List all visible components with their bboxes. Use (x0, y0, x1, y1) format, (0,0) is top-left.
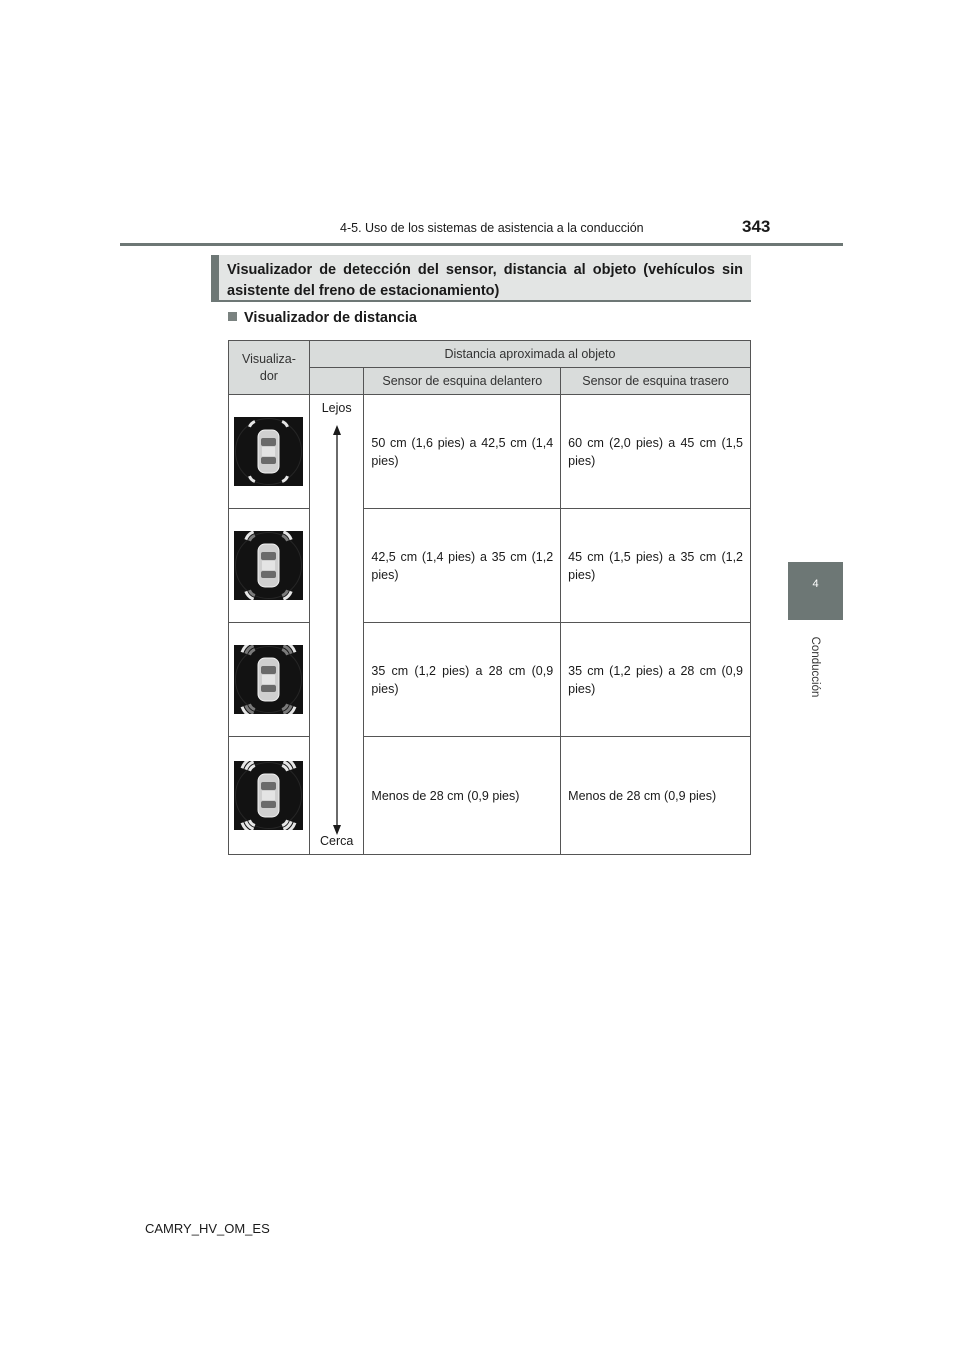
table-row (229, 737, 751, 855)
table-row (229, 509, 751, 623)
col-header-arrow (309, 368, 364, 395)
display-cell (229, 395, 310, 509)
distance-arrow-cell (309, 395, 364, 855)
square-bullet-icon (228, 312, 237, 321)
table-row (229, 395, 751, 509)
col-header-rear: Sensor de esquina trasero (561, 368, 751, 395)
chapter-tab-number: 4 (788, 562, 843, 620)
display-cell (229, 623, 310, 737)
col-header-front: Sensor de esquina delantero (364, 368, 561, 395)
rear-distance-cell: 35 cm (1,2 pies) a 28 cm (0,9 pies) (561, 623, 751, 737)
display-cell (229, 509, 310, 623)
front-distance-cell: 35 cm (1,2 pies) a 28 cm (0,9 pies) (364, 623, 561, 737)
section-title: Visualizador de detección del sensor, distancia al objeto (vehículos sin asistente del freno de estacionamiento) (211, 255, 751, 302)
near-label: Cerca (319, 834, 354, 848)
display-cell (229, 737, 310, 855)
section-header: 4-5. Uso de los sistemas de asistencia a la conducción (340, 221, 644, 235)
sensor-display-level-2-icon (234, 531, 303, 600)
table-row (229, 623, 751, 737)
front-distance-cell: Menos de 28 cm (0,9 pies) (364, 737, 561, 855)
distance-table (228, 340, 751, 855)
page-number: 343 (742, 217, 771, 236)
header-rule (120, 243, 843, 246)
rear-distance-cell: Menos de 28 cm (0,9 pies) (561, 737, 751, 855)
footer-code: CAMRY_HV_OM_ES (145, 1221, 270, 1236)
chapter-tab-label: Conducción (809, 636, 821, 698)
rear-distance-cell: 60 cm (2,0 pies) a 45 cm (1,5 pies) (561, 395, 751, 509)
subheading (228, 310, 417, 326)
far-label: Lejos (321, 401, 352, 415)
col-header-display: Visualiza- dor (229, 341, 310, 395)
sensor-display-level-3-icon (234, 645, 303, 714)
rear-distance-cell: 45 cm (1,5 pies) a 35 cm (1,2 pies) (561, 509, 751, 623)
front-distance-cell: 42,5 cm (1,4 pies) a 35 cm (1,2 pies) (364, 509, 561, 623)
col-header-distance: Distancia aproximada al objeto (309, 341, 750, 368)
subheading-text: Visualizador de distancia (244, 310, 417, 326)
sensor-display-level-1-icon (234, 417, 303, 486)
double-arrow-icon (333, 425, 341, 835)
front-distance-cell: 50 cm (1,6 pies) a 42,5 cm (1,4 pies) (364, 395, 561, 509)
sensor-display-level-4-icon (234, 761, 303, 830)
